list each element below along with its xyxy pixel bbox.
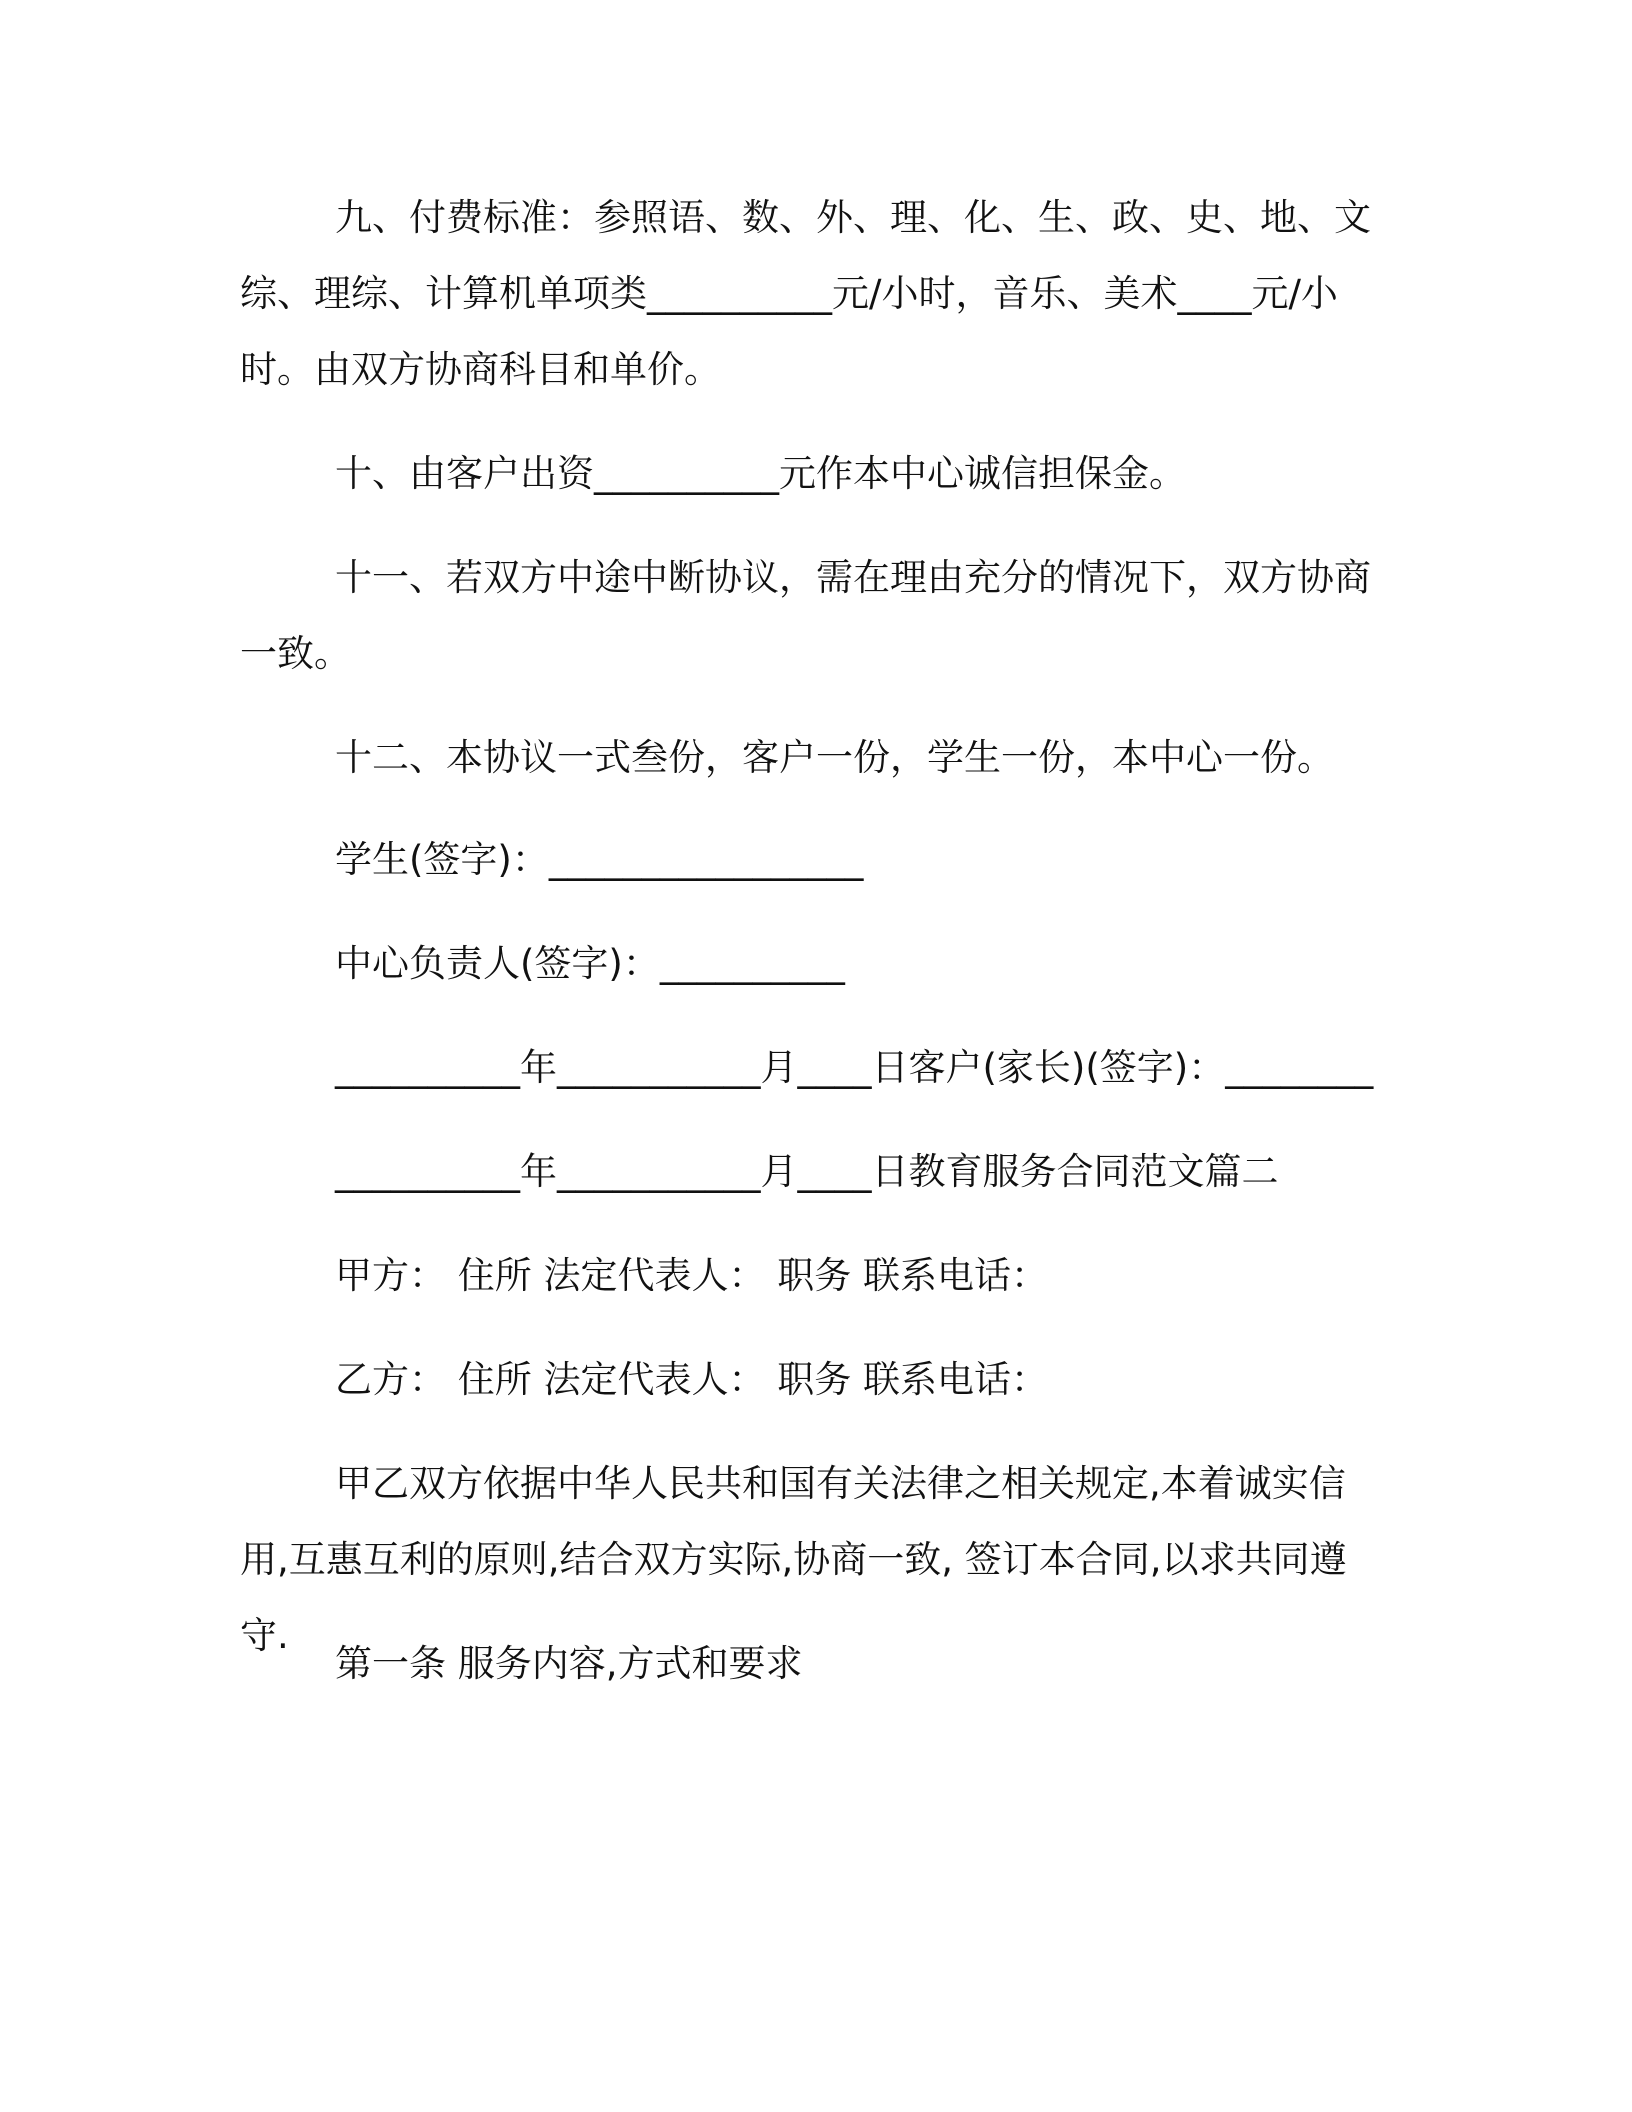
clause-11-termination: 十一、若双方中途中断协议，需在理由充分的情况下，双方协商一致。 [240, 556, 1371, 675]
center-signature-line: 中心负责人(签字)：__________ [335, 942, 845, 985]
party-b-info: 乙方： 住所 法定代表人： 职务 联系电话： [335, 1358, 1049, 1401]
party-a-info: 甲方： 住所 法定代表人： 职务 联系电话： [335, 1254, 1049, 1297]
article-1-heading: 第一条 服务内容,方式和要求 [335, 1642, 803, 1685]
date-client-signature-line: __________年___________月____日客户(家长)(签字)：________ [335, 1046, 1374, 1089]
date-and-section-title: __________年___________月____日教育服务合同范文篇二 [335, 1150, 1279, 1193]
student-signature-line: 学生(签字)：_________________ [335, 838, 864, 881]
contract-preamble: 甲乙双方依据中华人民共和国有关法律之相关规定,本着诚实信用,互惠互利的原则,结合双方实际,协商一致, 签订本合同,以求共同遵守. [240, 1462, 1347, 1657]
clause-9-fee-standard: 九、付费标准：参照语、数、外、理、化、生、政、史、地、文综、理综、计算机单项类__________元/小时，音乐、美术____元/小时。由双方协商科目和单价。 [240, 196, 1371, 391]
clause-10-deposit: 十、由客户出资__________元作本中心诚信担保金。 [335, 452, 1186, 495]
clause-12-copies: 十二、本协议一式叁份，客户一份，学生一份，本中心一份。 [335, 736, 1334, 779]
